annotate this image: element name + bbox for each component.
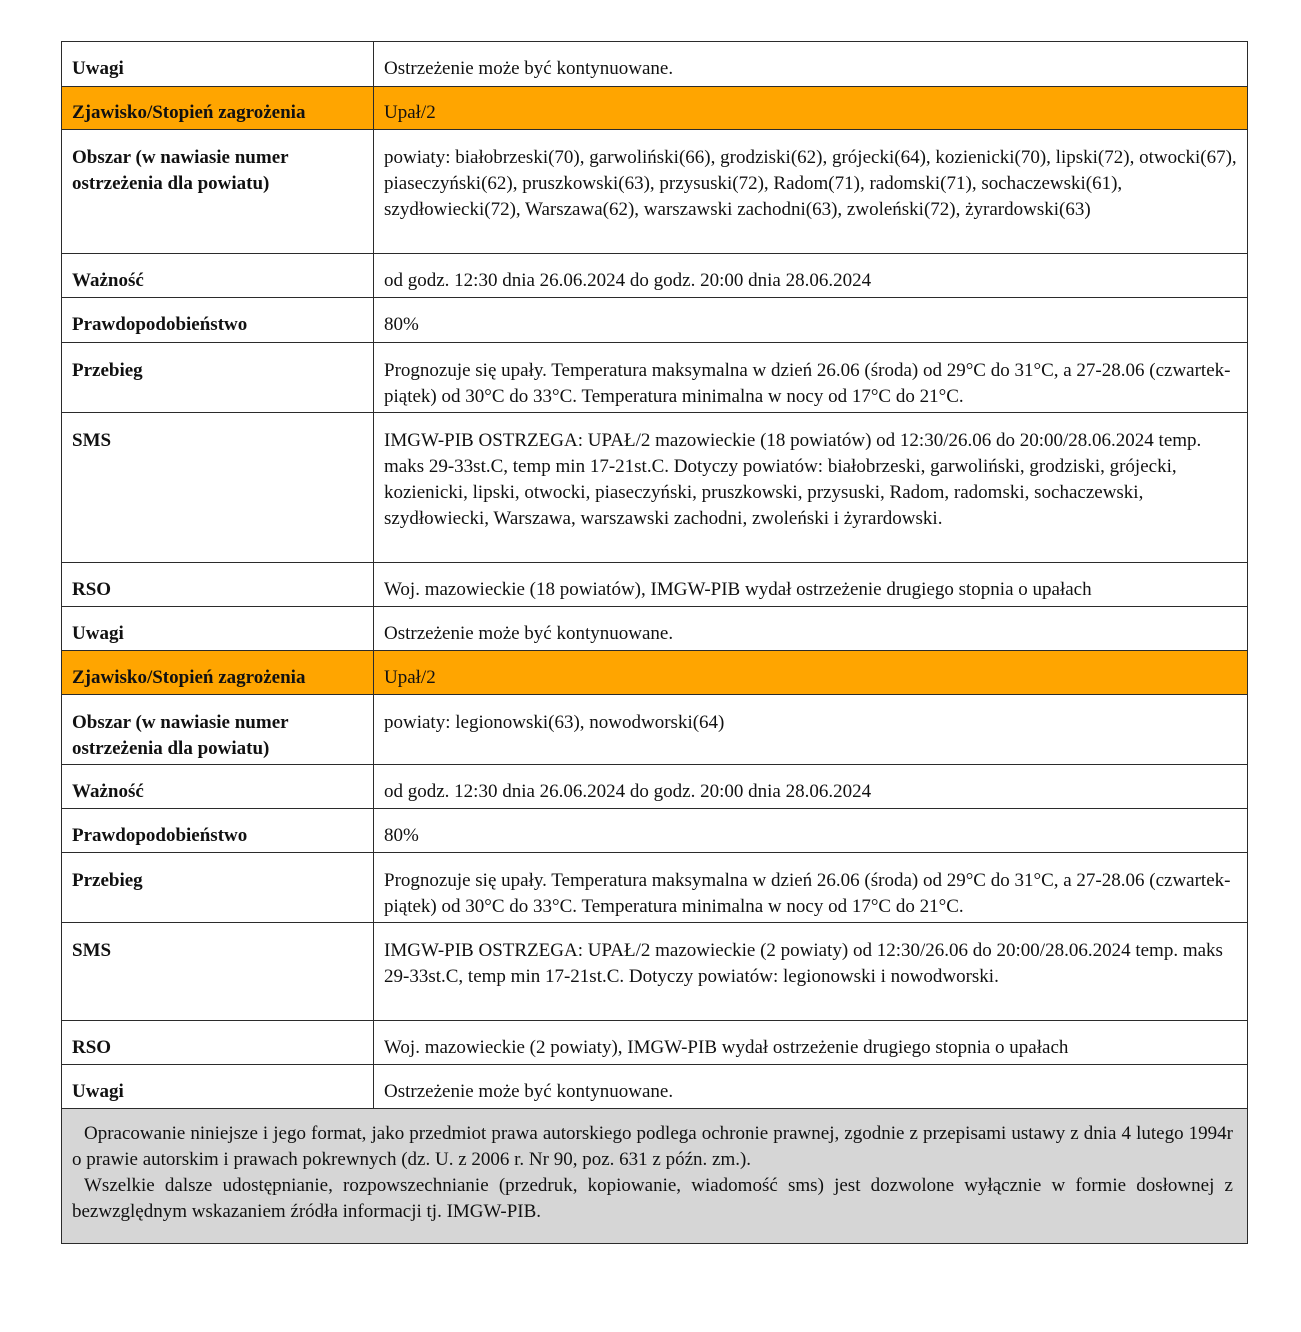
copyright-paragraph: Opracowanie niniejsze i jego format, jako przedmiot prawa autorskiego podlega ochronie prawnej, zgodnie z przepisami ustawy z dnia 4 lutego 1994r o prawie autorskim i prawach pokrewnych (dz. U. z 2006 r. Nr 90, poz. 631 z późn. zm.). (72, 1123, 1233, 1170)
row-label: Obszar (w nawiasie numer ostrzeżenia dla powiatu) (62, 130, 374, 254)
phenomenon-header-row (62, 87, 1248, 130)
row-value: powiaty: legionowski(63), nowodworski(64) (374, 695, 1248, 765)
row-label: Uwagi (62, 1065, 374, 1109)
row-value: Ostrzeżenie może być kontynuowane. (374, 1065, 1248, 1109)
table-row (62, 254, 1248, 298)
row-label: RSO (62, 563, 374, 607)
phenomenon-header-row (62, 651, 1248, 695)
row-label: Uwagi (62, 42, 374, 87)
table-row (62, 413, 1248, 563)
row-label: Prawdopodobieństwo (62, 809, 374, 853)
row-label: Ważność (62, 254, 374, 298)
warning-table-body (62, 42, 1248, 1244)
redistribution-paragraph: Wszelkie dalsze udostępnianie, rozpowszechnianie (przedruk, kopiowanie, wiadomość sms) jest dozwolone wyłącznie w formie dosłownej z bezwzględnym wskazaniem źródła informacji tj. IMGW-PIB. (72, 1175, 1233, 1222)
row-label: Uwagi (62, 607, 374, 651)
table-row (62, 343, 1248, 413)
row-label: SMS (62, 923, 374, 1021)
row-label: Przebieg (62, 343, 374, 413)
row-value: IMGW-PIB OSTRZEGA: UPAŁ/2 mazowieckie (18 powiatów) od 12:30/26.06 do 20:00/28.06.2024 temp. maks 29-33st.C, temp min 17-21st.C. Dotyczy powiatów: białobrzeski, garwoliński, grodziski, grójecki, kozienicki, lipski, otwocki, piaseczyński, pruszkowski, przysuski, Radom, radomski, sochaczewski, szydłowiecki, Warszawa, warszawski zachodni, zwoleński i żyrardowski. (374, 413, 1248, 563)
table-row (62, 563, 1248, 607)
row-value: Woj. mazowieckie (18 powiatów), IMGW-PIB wydał ostrzeżenie drugiego stopnia o upałach (374, 563, 1248, 607)
table-row (62, 42, 1248, 87)
row-label: Zjawisko/Stopień zagrożenia (62, 87, 374, 130)
row-value: IMGW-PIB OSTRZEGA: UPAŁ/2 mazowieckie (2 powiaty) od 12:30/26.06 do 20:00/28.06.2024 temp. maks 29-33st.C, temp min 17-21st.C. Dotyczy powiatów: legionowski i nowodworski. (374, 923, 1248, 1021)
table-row (62, 298, 1248, 343)
row-label: SMS (62, 413, 374, 563)
table-row (62, 1021, 1248, 1065)
row-value: Prognozuje się upały. Temperatura maksymalna w dzień 26.06 (środa) od 29°C do 31°C, a 27-28.06 (czwartek-piątek) od 30°C do 33°C. Temperatura minimalna w nocy od 17°C do 21°C. (374, 343, 1248, 413)
row-value: od godz. 12:30 dnia 26.06.2024 do godz. 20:00 dnia 28.06.2024 (374, 254, 1248, 298)
row-label: Przebieg (62, 853, 374, 923)
row-value: Ostrzeżenie może być kontynuowane. (374, 42, 1248, 87)
row-value: Woj. mazowieckie (2 powiaty), IMGW-PIB wydał ostrzeżenie drugiego stopnia o upałach (374, 1021, 1248, 1065)
table-row (62, 853, 1248, 923)
row-value: od godz. 12:30 dnia 26.06.2024 do godz. 20:00 dnia 28.06.2024 (374, 765, 1248, 809)
warning-table (61, 41, 1248, 1244)
footer-row (62, 1109, 1248, 1244)
row-value: powiaty: białobrzeski(70), garwoliński(66), grodziski(62), grójecki(64), kozienicki(70), lipski(72), otwocki(67), piaseczyński(62), pruszkowski(63), przysuski(72), Radom(71), radomski(71), sochaczewski(61), szydłowiecki(72), Warszawa(62), warszawski zachodni(63), zwoleński(72), żyrardowski(63) (374, 130, 1248, 254)
row-label: Prawdopodobieństwo (62, 298, 374, 343)
row-label: Obszar (w nawiasie numer ostrzeżenia dla powiatu) (62, 695, 374, 765)
row-value: Ostrzeżenie może być kontynuowane. (374, 607, 1248, 651)
table-row (62, 923, 1248, 1021)
row-value: 80% (374, 809, 1248, 853)
row-value: 80% (374, 298, 1248, 343)
row-value: Prognozuje się upały. Temperatura maksymalna w dzień 26.06 (środa) od 29°C do 31°C, a 27-28.06 (czwartek-piątek) od 30°C do 33°C. Temperatura minimalna w nocy od 17°C do 21°C. (374, 853, 1248, 923)
table-row (62, 809, 1248, 853)
row-label: Ważność (62, 765, 374, 809)
row-label: Zjawisko/Stopień zagrożenia (62, 651, 374, 695)
row-value: Upał/2 (374, 651, 1248, 695)
table-row (62, 130, 1248, 254)
table-row (62, 607, 1248, 651)
row-label: RSO (62, 1021, 374, 1065)
copyright-footer (62, 1109, 1248, 1244)
table-row (62, 1065, 1248, 1109)
table-row (62, 695, 1248, 765)
table-row (62, 765, 1248, 809)
row-value: Upał/2 (374, 87, 1248, 130)
